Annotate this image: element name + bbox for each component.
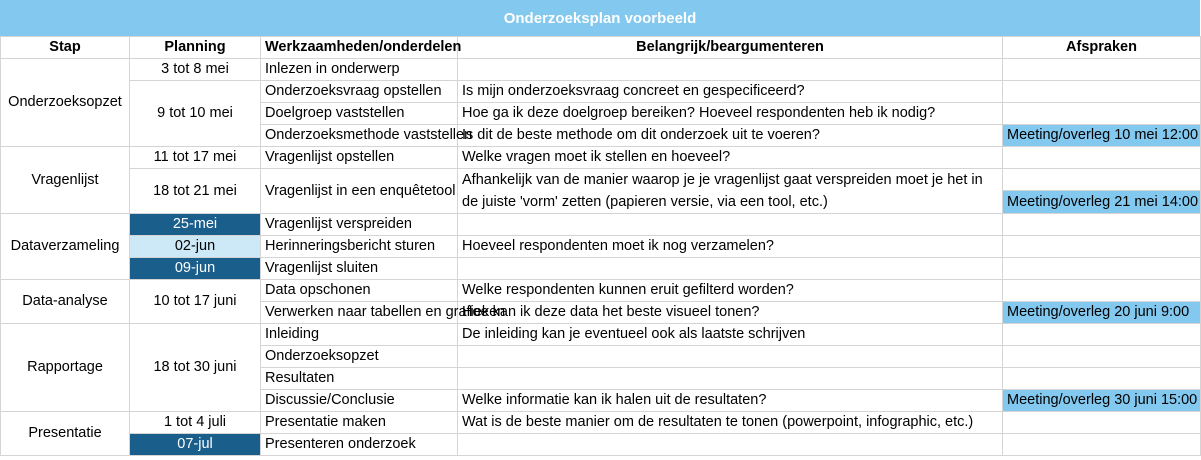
table-row: [1, 258, 1201, 280]
planning-cell[interactable]: 10 tot 17 juni: [130, 280, 261, 324]
belangrijk-cell[interactable]: Afhankelijk van de manier waarop je je vragenlijst gaat verspreiden moet je het in de juiste 'vorm' zetten (papieren versie, via een tool, etc.): [458, 169, 1003, 214]
afspraken-cell[interactable]: Meeting/overleg 10 mei 12:00: [1003, 125, 1201, 147]
table-row: [1, 81, 1201, 103]
afspraken-cell[interactable]: [1003, 59, 1201, 81]
belangrijk-cell[interactable]: [458, 258, 1003, 280]
belangrijk-cell[interactable]: Hoeveel respondenten moet ik nog verzamelen?: [458, 236, 1003, 258]
werk-cell[interactable]: Inleiding: [261, 324, 458, 346]
belangrijk-cell[interactable]: [458, 346, 1003, 368]
stap-cell[interactable]: Data-analyse: [1, 280, 130, 324]
table-row: [1, 169, 1201, 191]
werk-cell[interactable]: Presentatie maken: [261, 412, 458, 434]
table-row: [1, 236, 1201, 258]
werk-cell[interactable]: Vragenlijst in een enquêtetool: [261, 169, 458, 214]
afspraken-cell[interactable]: [1003, 368, 1201, 390]
afspraken-cell[interactable]: [1003, 236, 1201, 258]
plan-table: [0, 36, 1201, 456]
werk-cell[interactable]: Onderzoeksmethode vaststellen: [261, 125, 458, 147]
belangrijk-cell[interactable]: Welke informatie kan ik halen uit de resultaten?: [458, 390, 1003, 412]
table-row: [1, 280, 1201, 302]
belangrijk-cell[interactable]: [458, 214, 1003, 236]
belangrijk-cell[interactable]: Hoe kan ik deze data het beste visueel tonen?: [458, 302, 1003, 324]
afspraken-cell[interactable]: [1003, 81, 1201, 103]
planning-cell[interactable]: 18 tot 21 mei: [130, 169, 261, 214]
afspraken-cell[interactable]: [1003, 280, 1201, 302]
belangrijk-cell[interactable]: Welke vragen moet ik stellen en hoeveel?: [458, 147, 1003, 169]
stap-cell[interactable]: Dataverzameling: [1, 214, 130, 280]
werk-cell[interactable]: Vragenlijst sluiten: [261, 258, 458, 280]
werk-cell[interactable]: Resultaten: [261, 368, 458, 390]
afspraken-cell[interactable]: [1003, 346, 1201, 368]
planning-cell[interactable]: 1 tot 4 juli: [130, 412, 261, 434]
planning-cell[interactable]: 9 tot 10 mei: [130, 81, 261, 147]
werk-cell[interactable]: Data opschonen: [261, 280, 458, 302]
belangrijk-cell[interactable]: [458, 434, 1003, 456]
werk-cell[interactable]: Discussie/Conclusie: [261, 390, 458, 412]
header-belangrijk[interactable]: Belangrijk/beargumenteren: [458, 37, 1003, 59]
belangrijk-cell[interactable]: Welke respondenten kunnen eruit gefilterd worden?: [458, 280, 1003, 302]
table-row: [1, 412, 1201, 434]
werk-cell[interactable]: Presenteren onderzoek: [261, 434, 458, 456]
planning-cell[interactable]: 11 tot 17 mei: [130, 147, 261, 169]
afspraken-cell[interactable]: [1003, 214, 1201, 236]
werk-cell[interactable]: Herinneringsbericht sturen: [261, 236, 458, 258]
werk-cell[interactable]: Doelgroep vaststellen: [261, 103, 458, 125]
table-row: [1, 147, 1201, 169]
planning-cell[interactable]: 18 tot 30 juni: [130, 324, 261, 412]
planning-cell[interactable]: 3 tot 8 mei: [130, 59, 261, 81]
afspraken-cell[interactable]: Meeting/overleg 20 juni 9:00: [1003, 302, 1201, 324]
belangrijk-cell[interactable]: Wat is de beste manier om de resultaten te tonen (powerpoint, infographic, etc.): [458, 412, 1003, 434]
belangrijk-cell[interactable]: Hoe ga ik deze doelgroep bereiken? Hoeveel respondenten heb ik nodig?: [458, 103, 1003, 125]
header-stap[interactable]: Stap: [1, 37, 130, 59]
werk-cell[interactable]: Vragenlijst verspreiden: [261, 214, 458, 236]
afspraken-cell[interactable]: [1003, 324, 1201, 346]
belangrijk-cell[interactable]: Is dit de beste methode om dit onderzoek uit te voeren?: [458, 125, 1003, 147]
belangrijk-cell[interactable]: [458, 59, 1003, 81]
werk-cell[interactable]: Verwerken naar tabellen en grafieken: [261, 302, 458, 324]
stap-cell[interactable]: Vragenlijst: [1, 147, 130, 214]
header-afspraken[interactable]: Afspraken: [1003, 37, 1201, 59]
planning-cell[interactable]: 07-jul: [130, 434, 261, 456]
sheet-title[interactable]: Onderzoeksplan voorbeeld: [0, 0, 1200, 36]
werk-cell[interactable]: Onderzoeksvraag opstellen: [261, 81, 458, 103]
planning-cell[interactable]: 02-jun: [130, 236, 261, 258]
afspraken-cell[interactable]: [1003, 169, 1201, 191]
stap-cell[interactable]: Onderzoeksopzet: [1, 59, 130, 147]
afspraken-cell[interactable]: [1003, 434, 1201, 456]
werk-cell[interactable]: Vragenlijst opstellen: [261, 147, 458, 169]
stap-cell[interactable]: Rapportage: [1, 324, 130, 412]
table-row: [1, 214, 1201, 236]
table-row: [1, 59, 1201, 81]
header-planning[interactable]: Planning: [130, 37, 261, 59]
table-row: [1, 434, 1201, 456]
header-werk[interactable]: Werkzaamheden/onderdelen: [261, 37, 458, 59]
table-row: [1, 324, 1201, 346]
afspraken-cell[interactable]: Meeting/overleg 21 mei 14:00: [1003, 191, 1201, 214]
belangrijk-cell[interactable]: [458, 368, 1003, 390]
planning-cell[interactable]: 25-mei: [130, 214, 261, 236]
werk-cell[interactable]: Onderzoeksopzet: [261, 346, 458, 368]
afspraken-cell[interactable]: [1003, 147, 1201, 169]
afspraken-cell[interactable]: Meeting/overleg 30 juni 15:00: [1003, 390, 1201, 412]
header-row: [1, 37, 1201, 59]
werk-cell[interactable]: Inlezen in onderwerp: [261, 59, 458, 81]
afspraken-cell[interactable]: [1003, 258, 1201, 280]
afspraken-cell[interactable]: [1003, 412, 1201, 434]
planning-cell[interactable]: 09-jun: [130, 258, 261, 280]
belangrijk-cell[interactable]: De inleiding kan je eventueel ook als laatste schrijven: [458, 324, 1003, 346]
stap-cell[interactable]: Presentatie: [1, 412, 130, 456]
belangrijk-cell[interactable]: Is mijn onderzoeksvraag concreet en gespecificeerd?: [458, 81, 1003, 103]
afspraken-cell[interactable]: [1003, 103, 1201, 125]
